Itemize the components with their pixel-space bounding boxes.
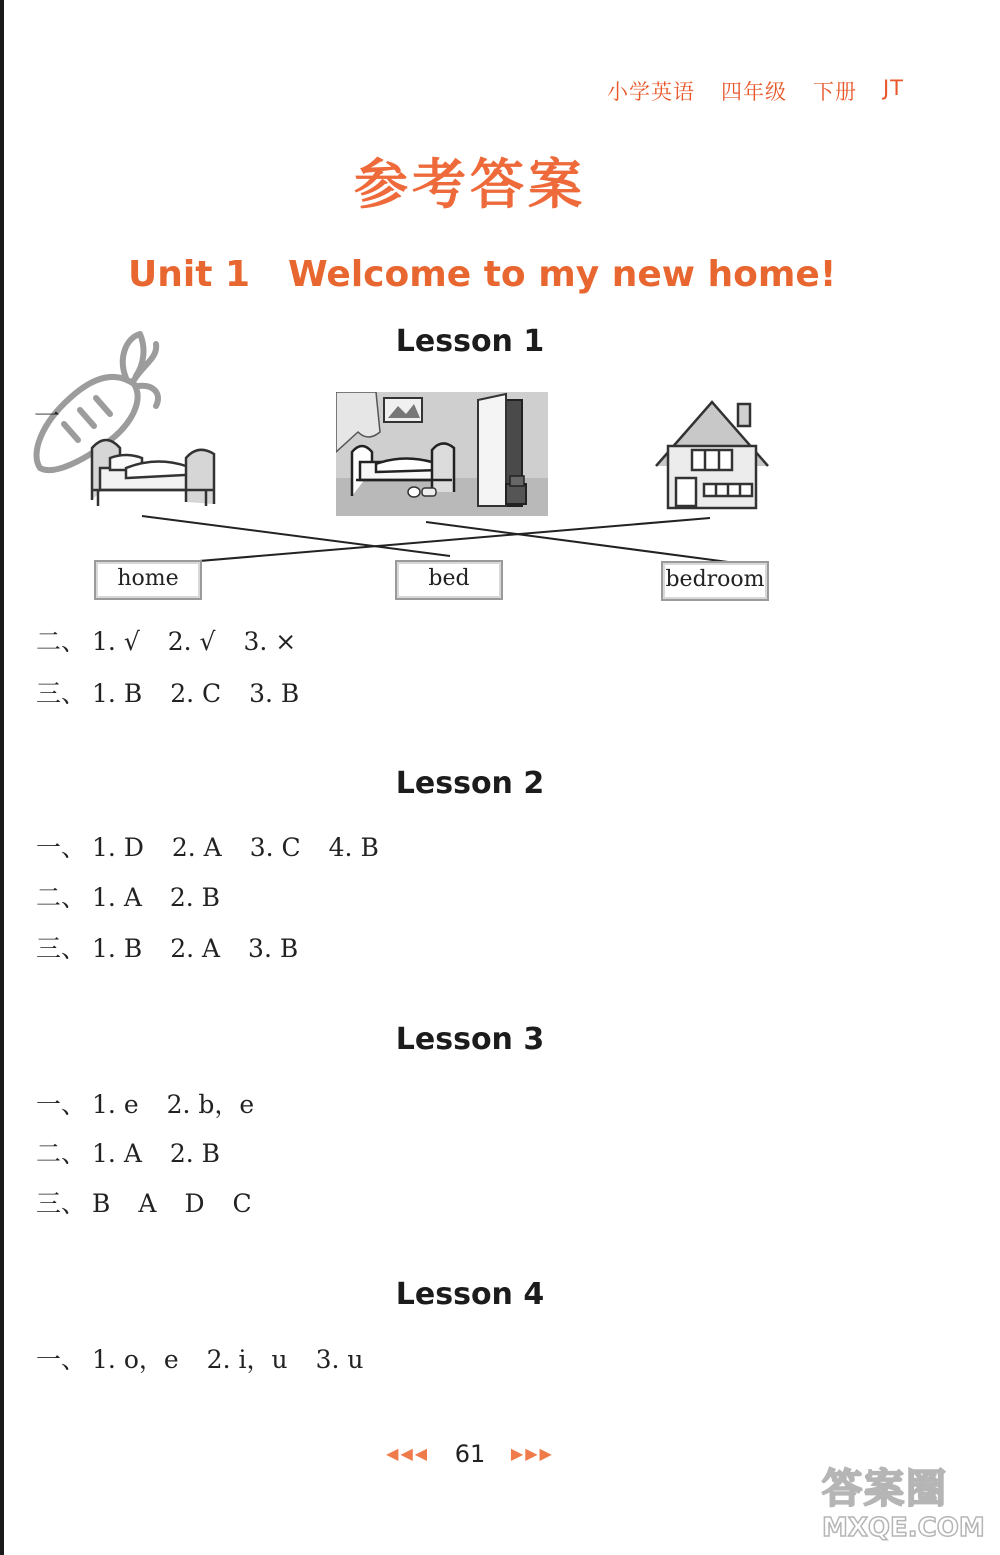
page-title: 参考答案 [354,153,586,216]
watermark-bottom: MXQE.COM [822,1513,985,1543]
word-box-bed: bed [395,560,503,600]
answer-item: 2. b，e [166,1090,255,1119]
matching-lines [0,0,1000,620]
answer-line: 二、 1. A 2. B [36,883,221,912]
watermark-logo [822,1466,992,1550]
answer-line: 一、 1. D 2. A 3. C 4. B [36,833,379,862]
answer-item: 1. B [92,679,143,708]
lesson-1-title: Lesson 1 [395,324,545,359]
right-arrows-icon: ▶▶▶ [510,1444,554,1463]
answer-item: 3. u [315,1345,364,1374]
header-term: 下册 [812,80,857,104]
answer-item: A [138,1189,157,1218]
answer-item: 3. × [243,627,297,656]
left-arrows-icon: ◀◀◀ [386,1444,430,1463]
answer-item: B [92,1189,111,1218]
header-grade: 四年级 [720,80,787,104]
answer-item: 1. A [92,1139,142,1168]
page-number: 61 [454,1440,486,1468]
answer-item: 2. √ [167,627,216,656]
answer-line: 三、 B A D C [36,1189,252,1218]
header-edition: JT [882,76,904,100]
word-box-bedroom: bedroom [661,561,769,601]
page-footer [0,1440,940,1468]
answer-item: 1. √ [92,627,140,656]
answer-line: 三、 1. B 2. C 3. B [36,679,300,708]
answer-line: 一、 1. o，e 2. i，u 3. u [36,1345,364,1374]
answer-item: 2. B [169,883,221,912]
answer-item: 1. D [92,833,144,862]
answer-line: 一、 1. e 2. b，e [36,1090,255,1119]
unit-name: Welcome to my new home! [288,254,837,295]
answer-item: D [184,1189,205,1218]
answer-line: 三、 1. B 2. A 3. B [36,934,299,963]
lesson-3-title: Lesson 3 [395,1022,545,1057]
answer-item: 1. A [92,883,142,912]
answer-item: 2. A [170,934,221,963]
answer-line: 二、 1. A 2. B [36,1139,221,1168]
answer-item: 1. B [92,934,143,963]
answer-item: 4. B [328,833,379,862]
lesson-2-title: Lesson 2 [395,766,545,801]
answer-item: 3. C [249,833,301,862]
answer-item: 2. i，u [206,1345,288,1374]
header-subject: 小学英语 [606,80,695,104]
answer-item: 3. B [248,934,299,963]
word-box-home: home [94,560,202,600]
section-1-label: 一 [34,402,61,432]
lesson-4-title: Lesson 4 [395,1277,545,1312]
answer-item: 2. A [171,833,222,862]
watermark-top: 答案圈 [822,1466,948,1512]
answer-item: 1. e [92,1090,139,1119]
answer-item: 2. B [169,1139,221,1168]
answer-item: C [232,1189,252,1218]
answer-item: 3. B [249,679,300,708]
answer-item: 1. o，e [92,1345,179,1374]
unit-label: Unit 1 [128,254,250,295]
answer-line: 二、 1. √ 2. √ 3. × [36,627,297,656]
answer-item: 2. C [170,679,222,708]
